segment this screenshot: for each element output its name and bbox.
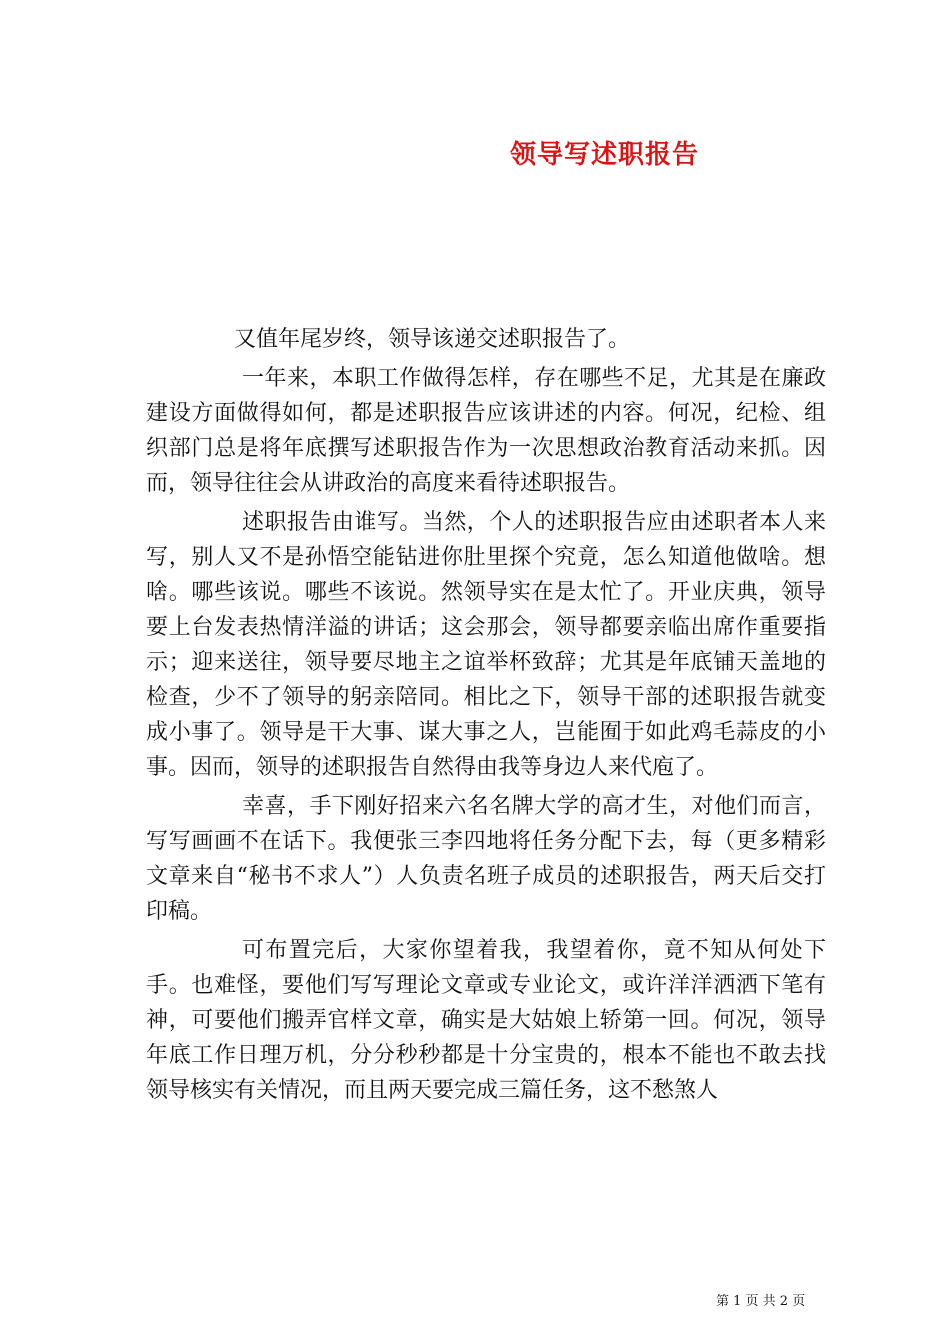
paragraph-1: 又值年尾岁终，领导该递交述职报告了。 (234, 327, 631, 352)
page-number-footer: 第 1 页 共 2 页 (716, 1294, 806, 1309)
document-body (146, 322, 826, 1112)
paragraph-5: 可布置完后，大家你望着我，我望着你，竟不知从何处下手。也难怪，要他们写写理论文章或专业论文，或许洋洋洒洒下笔有神，可要他们搬弄官样文章，确实是大姑娘上轿第一回。何况，领导年底工作日理万机，分分秒秒都是十分宝贵的，根本不能也不敢去找领导核实有关情况，而且两天要完成三篇任务，这不愁煞人 (146, 938, 826, 1103)
paragraph-2: 一年来，本职工作做得怎样，存在哪些不足，尤其是在廉政建设方面做得如何，都是述职报告应该讲述的内容。何况，纪检、组织部门总是将年底撰写述职报告作为一次思想政治教育活动来抓。因而，领导往往会从讲政治的高度来看待述职报告。 (146, 366, 826, 496)
document-title: 领导写述职报告 (510, 140, 700, 170)
paragraph-3: 述职报告由谁写。当然，个人的述职报告应由述职者本人来写，别人又不是孙悟空能钻进你肚里探个究竟，怎么知道他做啥。想啥。哪些该说。哪些不该说。然领导实在是太忙了。开业庆典，领导要上台发表热情洋溢的讲话；这会那会，领导都要亲临出席作重要指示；迎来送往，领导要尽地主之谊举杯致辞；尤其是年底铺天盖地的检查，少不了领导的躬亲陪同。相比之下，领导干部的述职报告就变成小事了。领导是干大事、谋大事之人，岂能囿于如此鸡毛蒜皮的小事。因而，领导的述职报告自然得由我等身边人来代庖了。 (146, 510, 826, 780)
paragraph-4: 幸喜，手下刚好招来六名名牌大学的高才生，对他们而言，写写画画不在话下。我便张三李四地将任务分配下去，每（更多精彩文章来自“秘书不求人”）人负责名班子成员的述职报告，两天后交打印稿。 (146, 794, 826, 924)
